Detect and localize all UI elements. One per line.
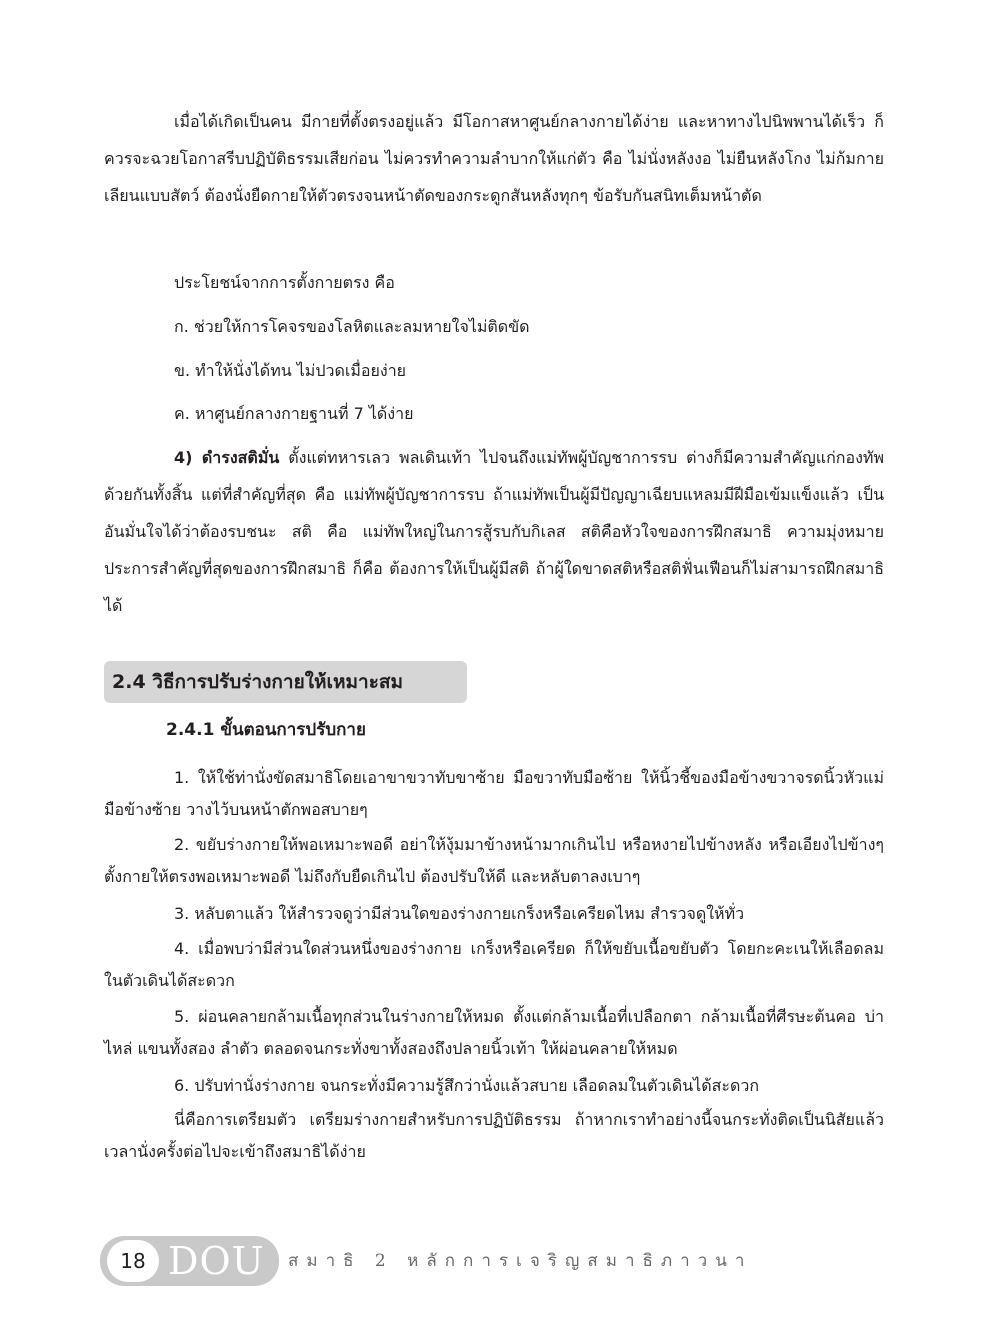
step-2: 2. ขยับร่างกายให้พอเหมาะพอดี อย่าให้งุ้มมาข้างหน้ามากเกินไป หรือหงายไปข้างหลัง หรือเอียงไปข้างๆ ตั้งกายให้ตรงพอเหมาะพอดี ไม่ถึงกับยืดเกินไป ต้องปรับให้ดี และหลับตาลงเบาๆ: [104, 835, 884, 886]
dou-logo: DOU: [168, 1239, 265, 1283]
closing-paragraph: นี่คือการเตรียมตัว เตรียมร่างกายสำหรับการปฏิบัติธรรม ถ้าหากเราทำอย่างนี้จนกระทั่งติดเป็นนิสัยแล้ว เวลานั่งครั้งต่อไปจะเข้าถึงสมาธิได้ง่าย: [104, 1110, 884, 1161]
benefit-item-a: ก. ช่วยให้การโคจรของโลหิตและลมหายใจไม่ติดขัด: [174, 317, 530, 336]
intro-paragraph: เมื่อได้เกิดเป็นคน มีกายที่ตั้งตรงอยู่แล้ว มีโอกาสหาศูนย์กลางกายได้ง่าย และหาทางไปนิพพานได้เร็ว ก็ควรจะฉวยโอกาสรีบปฏิบัติธรรมเสียก่อน ไม่ควรทำความลำบากให้แก่ตัว คือ ไม่นั่งหลังงอ ไม่ยืนหลังโกง ไม่ก้มกายเลียนแบบสัตว์ ต้องนั่งยืดกายให้ตัวตรงจนหน้าตัดของกระดูกสันหลังทุกๆ ข้อรับกันสนิทเต็มหน้าตัด: [104, 112, 884, 205]
step-4: 4. เมื่อพบว่ามีส่วนใดส่วนหนึ่งของร่างกาย เกร็งหรือเครียด ก็ให้ขยับเนื้อขยับตัว โดยกะคะเนให้เลือดลมในตัวเดินได้สะดวก: [104, 939, 884, 990]
mindfulness-paragraph: [104, 439, 884, 624]
step-6: 6. ปรับท่านั่งร่างกาย จนกระทั่งมีความรู้สึกว่านั่งแล้วสบาย เลือดลมในตัวเดินได้สะดวก: [174, 1076, 760, 1095]
step-1: 1. ให้ใช้ท่านั่งขัดสมาธิโดยเอาขาขวาทับขาซ้าย มือขวาทับมือซ้าย ให้นิ้วชี้ของมือข้างขวาจรดนิ้วหัวแม่มือข้างซ้าย วางไว้บนหน้าตักพอสบายๆ: [104, 768, 884, 819]
benefit-item-b: ข. ทำให้นั่งได้ทน ไม่ปวดเมื่อยง่าย: [174, 361, 407, 380]
benefits-heading: ประโยชน์จากการตั้งกายตรง คือ: [174, 273, 395, 292]
subsection-title: 2.4.1 ขั้นตอนการปรับกาย: [166, 720, 366, 740]
mindfulness-text: ตั้งแต่ทหารเลว พลเดินเท้า ไปจนถึงแม่ทัพผู้บัญชาการรบ ต่างก็มีความสำคัญแก่กองทัพด้วยกันทั้งสิ้น แต่ที่สำคัญที่สุด คือ แม่ทัพผู้บัญชาการรบ ถ้าแม่ทัพเป็นผู้มีปัญญาเฉียบแหลมมีฝีมือเข้มแข็งแล้ว เป็นอันมั่นใจได้ว่าต้องรบชนะ สติ คือ แม่ทัพใหญ่ในการสู้รบกับกิเลส สติคือหัวใจของการฝึกสมาธิ ความมุ่งหมายประการสำคัญที่สุดของการฝึกสมาธิ ก็คือ ต้องการให้เป็นผู้มีสติ ถ้าผู้ใดขาดสติหรือสติฟั่นเฟือนก็ไม่สามารถฝึกสมาธิได้: [104, 448, 885, 615]
benefit-item-c: ค. หาศูนย์กลางกายฐานที่ 7 ได้ง่าย: [174, 404, 414, 423]
book-title: สมาธิ 2 หลักการเจริญสมาธิภาวนา: [288, 1251, 753, 1271]
mindfulness-label: 4) ดำรงสติมั่น: [174, 448, 280, 467]
page-number: 18: [120, 1249, 146, 1273]
step-3: 3. หลับตาแล้ว ให้สำรวจดูว่ามีส่วนใดของร่างกายเกร็งหรือเครียดไหม สำรวจดูให้ทั่ว: [174, 904, 745, 923]
step-5: 5. ผ่อนคลายกล้ามเนื้อทุกส่วนในร่างกายให้หมด ตั้งแต่กล้ามเนื้อที่เปลือกตา กล้ามเนื้อที่ศีรษะต้นคอ บ่า ไหล่ แขนทั้งสอง ลำตัว ตลอดจนกระทั่งขาทั้งสองถึงปลายนิ้วเท้า ให้ผ่อนคลายให้หมด: [104, 1007, 884, 1058]
section-title: 2.4 วิธีการปรับร่างกายให้เหมาะสม: [112, 671, 404, 693]
